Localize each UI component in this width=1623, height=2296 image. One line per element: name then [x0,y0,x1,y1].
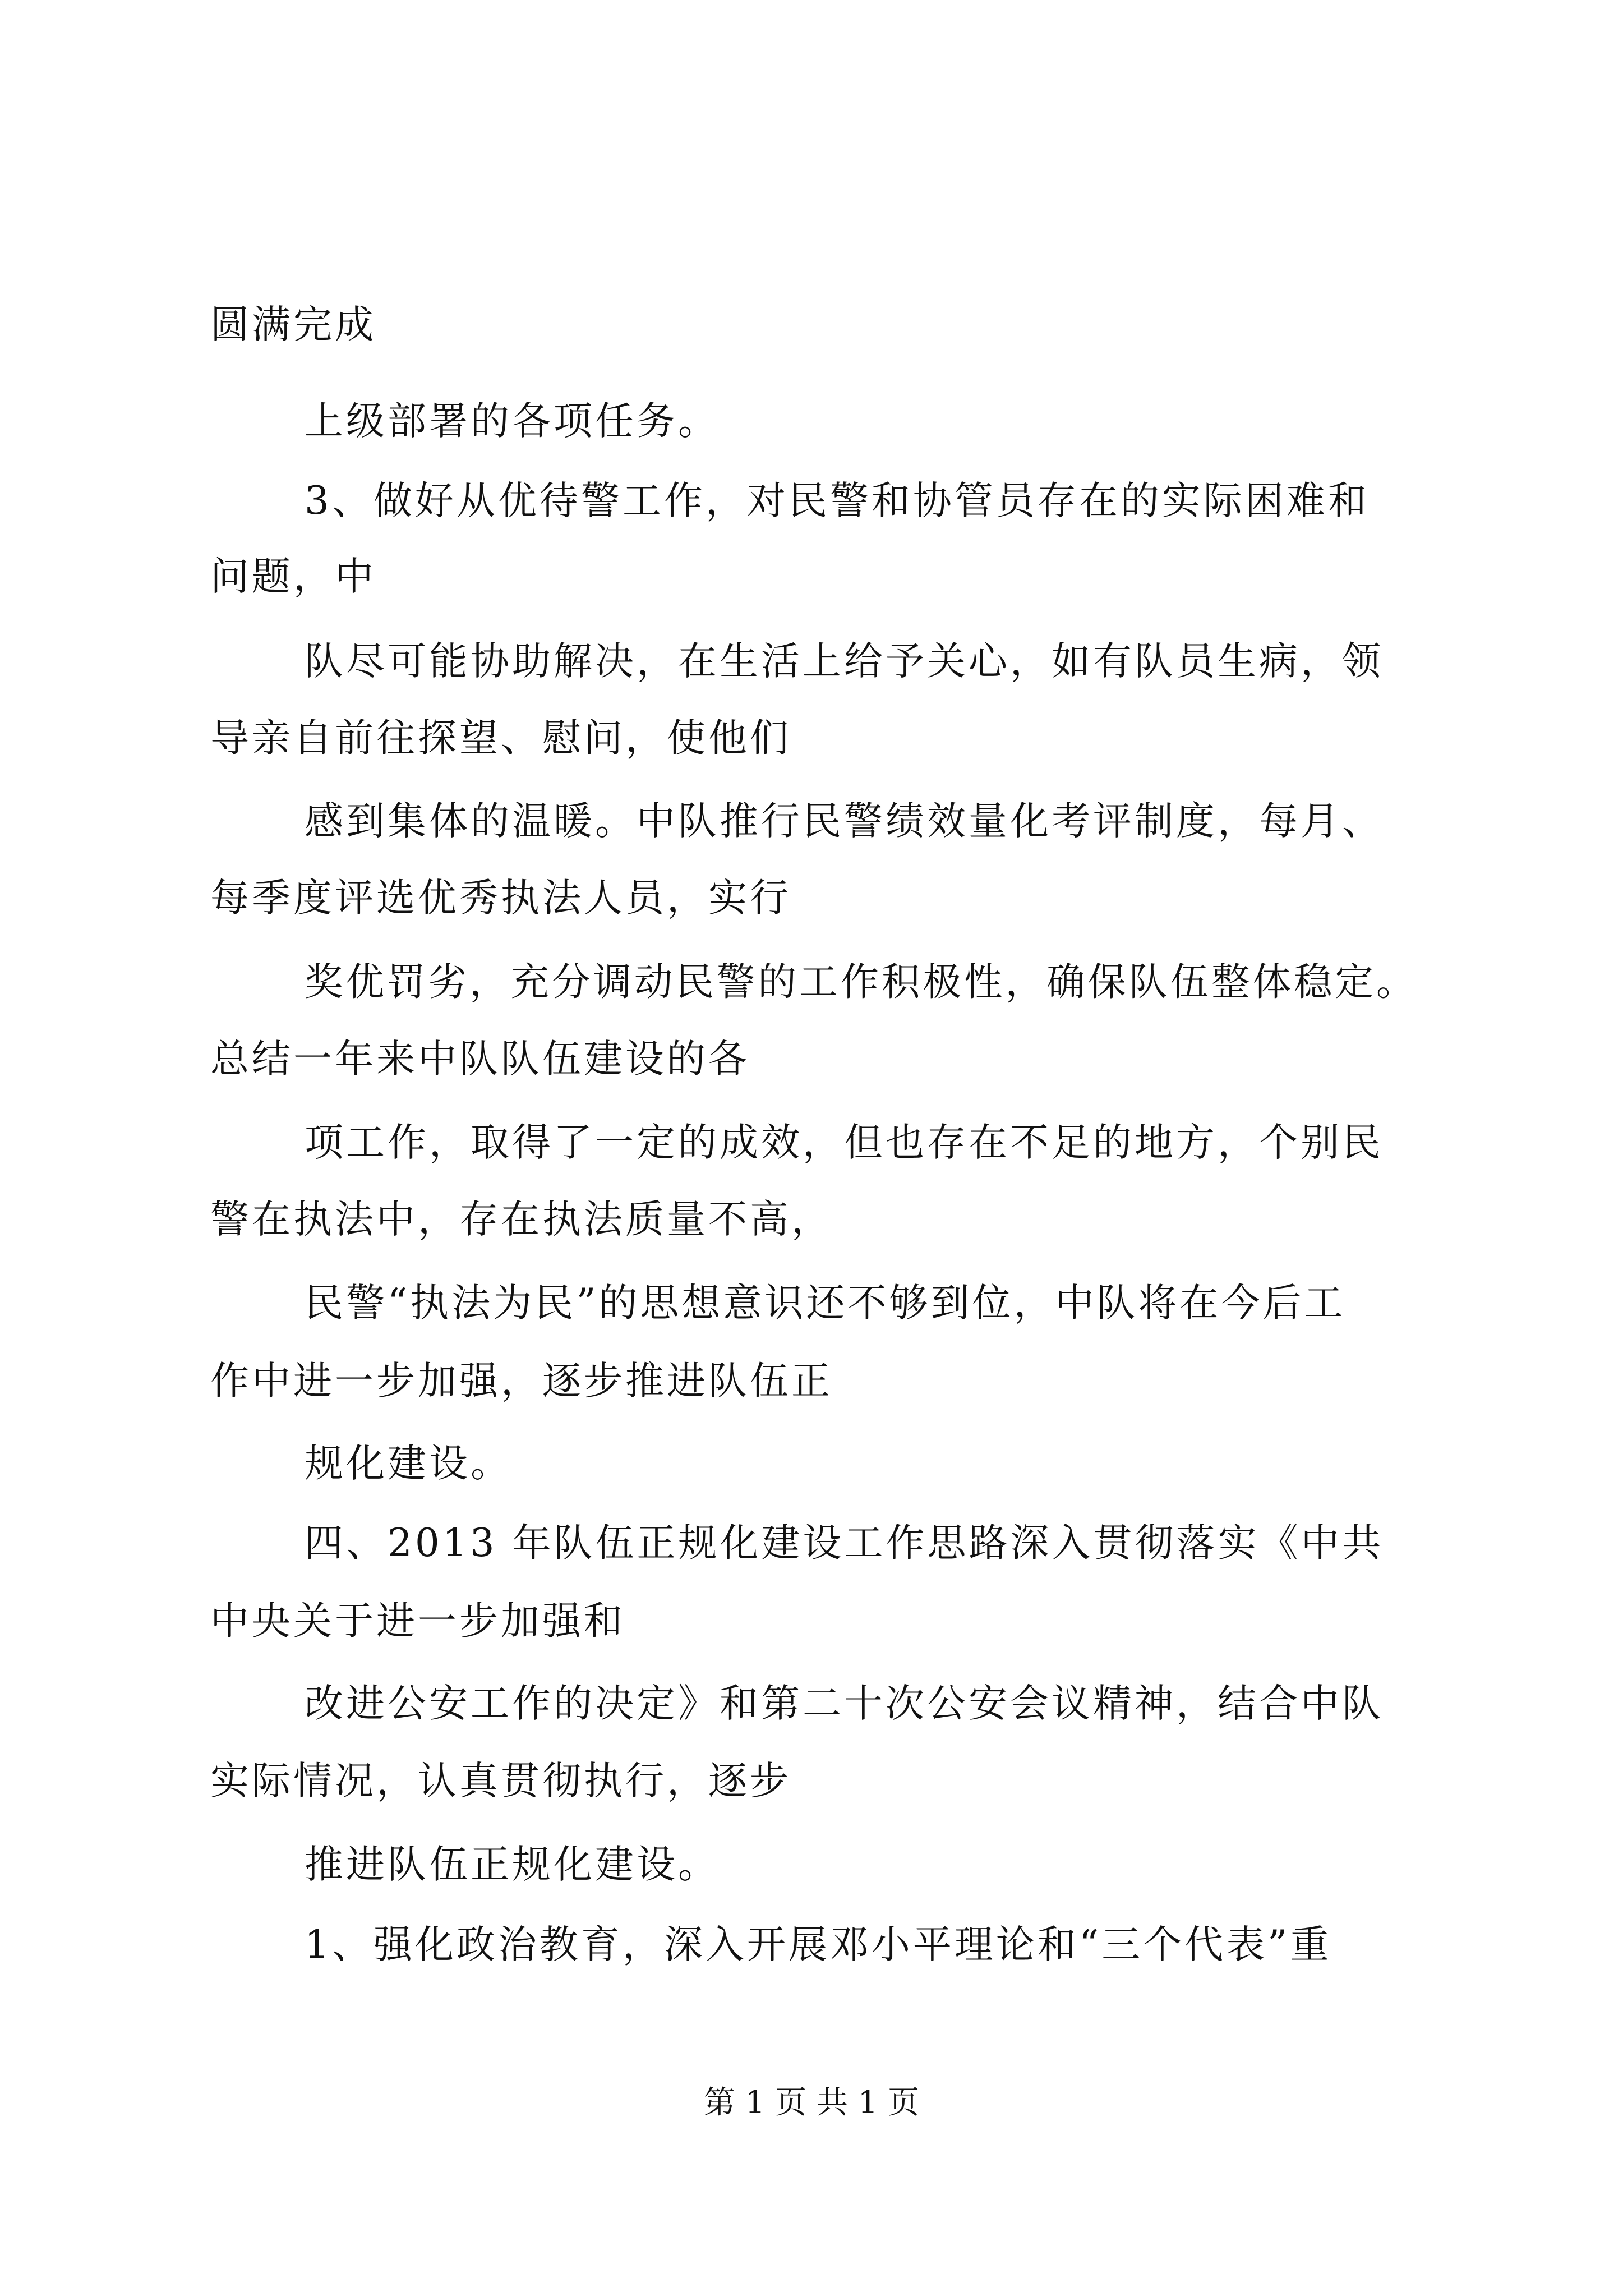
text-line: 作中进一步加强，逐步推进队伍正 [210,1359,833,1404]
text-line: 项工作，取得了一定的成效，但也存在不足的地方，个别民 [305,1120,1384,1165]
text-line: 3、做好从优待警工作，对民警和协管员存在的实际困难和 [305,478,1370,523]
page-footer [0,2083,1623,2123]
text-line: 感到集体的温暖。中队推行民警绩效量化考评制度，每月、 [305,799,1384,844]
text-line: 推进队伍正规化建设。 [305,1842,720,1887]
text-line: 每季度评选优秀执法人员，实行 [210,876,791,921]
text-line: 规化建设。 [305,1441,512,1486]
text-line: 队尽可能协助解决，在生活上给予关心，如有队员生病，领 [305,639,1384,684]
text-line: 改进公安工作的决定》和第二十次公安会议精神，结合中队 [305,1681,1384,1726]
text-line: 实际情况，认真贯彻执行，逐步 [210,1759,791,1803]
text-line: 总结一年来中队队伍建设的各 [210,1037,750,1082]
text-line: 导亲自前往探望、慰问，使他们 [210,716,791,761]
page-number-text: 第 1 页 共 1 页 [703,2085,920,2121]
text-line: 民警“执法为民”的思想意识还不够到位，中队将在今后工 [305,1281,1346,1326]
text-line: 四、2013 年队伍正规化建设工作思路深入贯彻落实《中共 [305,1521,1384,1566]
text-line: 问题，中 [210,554,376,599]
text-line: 奖优罚劣，充分调动民警的工作积极性，确保队伍整体稳定。 [305,960,1418,1005]
text-line: 中央关于进一步加强和 [210,1599,625,1644]
text-line: 上级部署的各项任务。 [305,399,720,444]
text-line: 圆满完成 [210,302,376,347]
text-line: 警在执法中，存在执法质量不高， [210,1197,833,1242]
text-line: 1、强化政治教育，深入开展邓小平理论和“三个代表”重 [305,1922,1332,1967]
